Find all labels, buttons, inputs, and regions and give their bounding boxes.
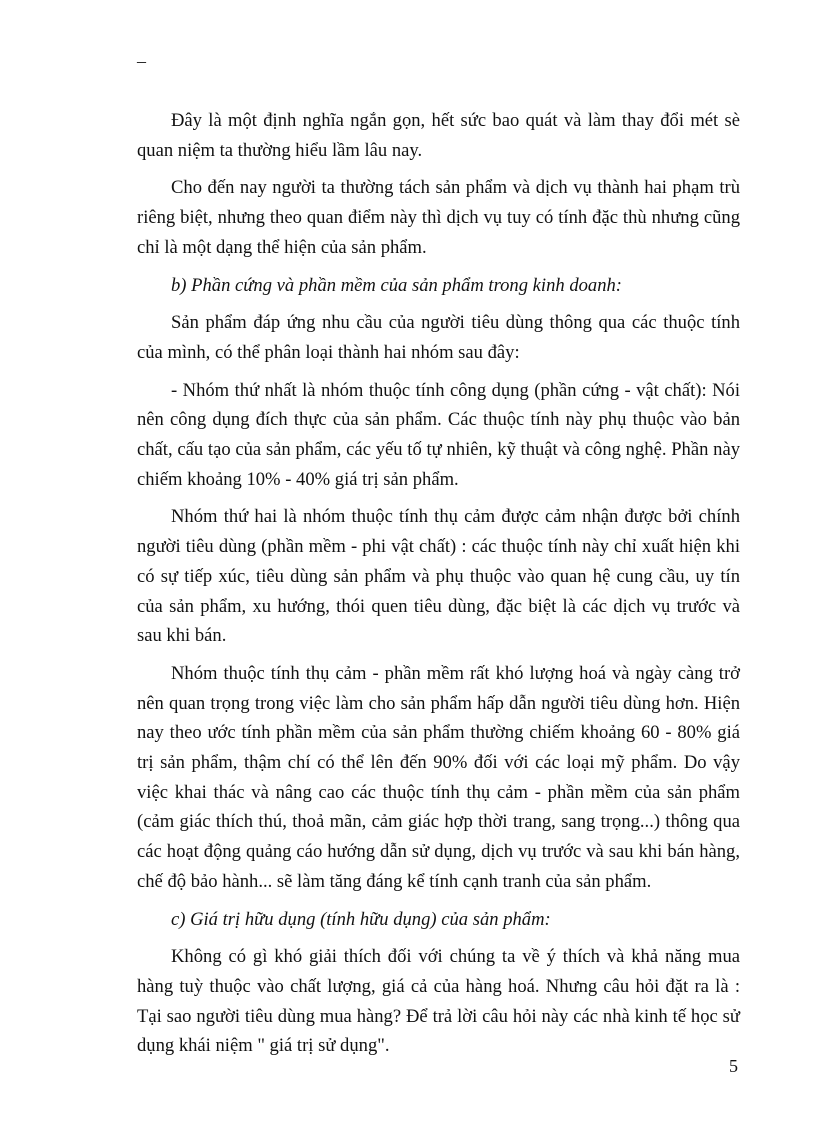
paragraph-hardware-group: - Nhóm thứ nhất là nhóm thuộc tính công dụng (phần cứng - vật chất): Nói nên công dụng đích thực của sản phẩm. Các thuộc tính này phụ thuộc vào bản chất, cấu tạo của sản phẩm, các yếu tố tự nhiên, kỹ thuật và công nghệ. Phần này chiếm khoảng 10% - 40% giá trị sản phẩm. [137,379,740,490]
section-heading-b: b) Phần cứng và phần mềm của sản phẩm trong kinh doanh: [171,274,622,296]
paragraph-software-group: Nhóm thứ hai là nhóm thuộc tính thụ cảm được cảm nhận được bởi chính người tiêu dùng (phần mềm - phi vật chất) : các thuộc tính này chỉ xuất hiện khi có sự tiếp xúc, tiêu dùng sản phẩm và phụ thuộc vào quan hệ cung cầu, uy tín của sản phẩm, xu hướng, thói quen tiêu dùng, đặc biệt là các dịch vụ trước và sau khi bán. [137,506,740,647]
paragraph-product-service: Cho đến nay người ta thường tách sản phẩm và dịch vụ thành hai phạm trù riêng biệt, nhưng theo quan điểm này thì dịch vụ tuy có tính đặc thù nhưng cũng chỉ là một dạng thể hiện của sản phẩm. [137,177,740,258]
body-text [137,106,740,1069]
header-dash: – [137,51,146,71]
paragraph-software-importance: Nhóm thuộc tính thụ cảm - phần mềm rất khó lượng hoá và ngày càng trở nên quan trọng trong việc làm cho sản phẩm hấp dẫn người tiêu dùng hơn. Hiện nay theo ước tính phần mềm của sản phẩm thường chiếm khoảng 60 - 80% giá trị sản phẩm, thậm chí có thể lên đến 90% đối với các loại mỹ phẩm. Do vậy việc khai thác và nâng cao các thuộc tính thụ cảm - phần mềm của sản phẩm (cảm giác thích thú, thoả mãn, cảm giác hợp thời trang, sang trọng...) thông qua các hoạt động quảng cáo hướng dẫn sử dụng, dịch vụ trước và sau khi bán hàng, chế độ bảo hành... sẽ làm tăng đáng kể tính cạnh tranh của sản phẩm. [137,662,740,892]
section-heading-c: c) Giá trị hữu dụng (tính hữu dụng) của sản phẩm: [171,908,551,930]
paragraph-definition-note: Đây là một định nghĩa ngắn gọn, hết sức bao quát và làm thay đổi mét sè quan niệm ta thường hiểu lầm lâu nay. [137,110,740,161]
paragraph-attributes-intro: Sản phẩm đáp ứng nhu cầu của người tiêu dùng thông qua các thuộc tính của mình, có thể phân loại thành hai nhóm sau đây: [137,312,740,363]
page-number: 5 [729,1056,738,1076]
paragraph-usage-value: Không có gì khó giải thích đối với chúng ta về ý thích và khả năng mua hàng tuỳ thuộc vào chất lượng, giá cả của hàng hoá. Nhưng câu hỏi đặt ra là : Tại sao người tiêu dùng mua hàng? Để trả lời câu hỏi này các nhà kinh tế học sử dụng khái niệm " giá trị sử dụng". [137,946,740,1057]
